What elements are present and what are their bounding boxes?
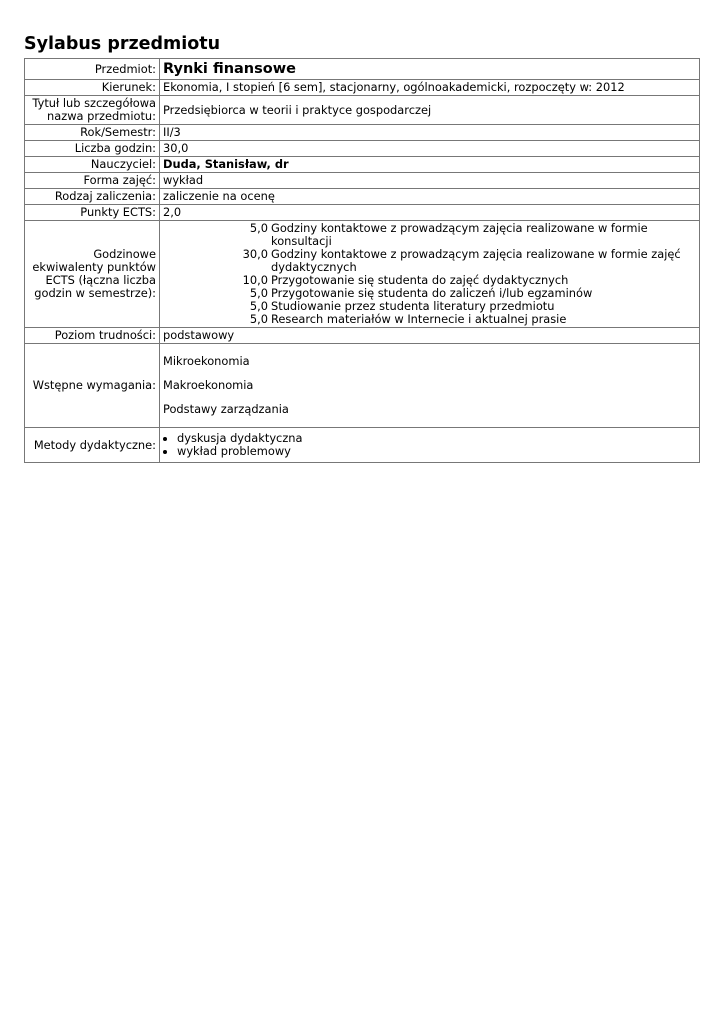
equivalents-desc: Research materiałów w Internecie i aktualnej prasie xyxy=(271,312,567,326)
row-equivalents xyxy=(25,221,700,328)
form-value: wykład xyxy=(160,173,700,189)
equivalents-hours: 30,0 xyxy=(242,247,268,261)
direction-label: Kierunek: xyxy=(25,80,160,96)
ects-label: Punkty ECTS: xyxy=(25,205,160,221)
equivalents-desc: Godziny kontaktowe z prowadzącym zajęcia realizowane w formie konsultacji xyxy=(271,221,648,248)
row-prerequisites xyxy=(25,344,700,428)
equivalents-label: Godzinowe ekwiwalenty punktów ECTS (łączna liczba godzin w semestrze): xyxy=(25,221,160,328)
prerequisite-item: Mikroekonomia xyxy=(163,354,250,368)
ects-value: 2,0 xyxy=(160,205,700,221)
methods-list xyxy=(163,432,696,458)
subject-value: Rynki finansowe xyxy=(160,59,700,80)
equivalents-desc: Przygotowanie się studenta do zaliczeń i/lub egzaminów xyxy=(271,286,593,300)
title-label: Tytuł lub szczegółowa nazwa przedmiotu: xyxy=(25,96,160,125)
assessment-value: zaliczenie na ocenę xyxy=(160,189,700,205)
row-title xyxy=(25,96,700,125)
direction-value: Ekonomia, I stopień [6 sem], stacjonarny, ogólnoakademicki, rozpoczęty w: 2012 xyxy=(160,80,700,96)
row-form xyxy=(25,173,700,189)
hours-label: Liczba godzin: xyxy=(25,141,160,157)
year-semester-value: II/3 xyxy=(160,125,700,141)
methods-value xyxy=(160,428,700,463)
equivalents-hours: 5,0 xyxy=(249,312,268,326)
hours-value: 30,0 xyxy=(160,141,700,157)
methods-label: Metody dydaktyczne: xyxy=(25,428,160,463)
row-assessment xyxy=(25,189,700,205)
row-ects xyxy=(25,205,700,221)
equivalents-value xyxy=(160,221,700,328)
row-hours xyxy=(25,141,700,157)
method-item: • wykład problemowy xyxy=(177,445,696,458)
equivalents-hours: 5,0 xyxy=(249,286,268,300)
row-difficulty xyxy=(25,328,700,344)
equivalents-desc: Studiowanie przez studenta literatury przedmiotu xyxy=(271,299,555,313)
equivalents-desc: Godziny kontaktowe z prowadzącym zajęcia realizowane w formie zajęć dydaktycznych xyxy=(271,247,681,274)
row-direction xyxy=(25,80,700,96)
subject-label: Przedmiot: xyxy=(25,59,160,80)
equivalents-hours: 10,0 xyxy=(242,273,268,287)
prerequisite-item: Podstawy zarządzania xyxy=(163,402,289,416)
row-subject xyxy=(25,59,700,80)
assessment-label: Rodzaj zaliczenia: xyxy=(25,189,160,205)
syllabus-table xyxy=(24,58,700,463)
equivalents-item xyxy=(163,222,696,248)
year-semester-label: Rok/Semestr: xyxy=(25,125,160,141)
equivalents-desc: Przygotowanie się studenta do zajęć dydaktycznych xyxy=(271,273,569,287)
equivalents-hours: 5,0 xyxy=(249,221,268,235)
row-teacher xyxy=(25,157,700,173)
difficulty-value: podstawowy xyxy=(160,328,700,344)
prerequisite-item: Makroekonomia xyxy=(163,378,254,392)
prerequisites-value xyxy=(160,344,700,428)
equivalents-item xyxy=(163,313,696,326)
teacher-value: Duda, Stanisław, dr xyxy=(160,157,700,173)
title-value: Przedsiębiorca w teorii i praktyce gospodarczej xyxy=(160,96,700,125)
teacher-label: Nauczyciel: xyxy=(25,157,160,173)
page-title: Sylabus przedmiotu xyxy=(24,34,221,54)
equivalents-hours: 5,0 xyxy=(249,299,268,313)
row-year-semester xyxy=(25,125,700,141)
equivalents-item xyxy=(163,248,696,274)
equivalents-list xyxy=(163,222,696,326)
method-item: • dyskusja dydaktyczna xyxy=(177,432,696,445)
prerequisites-label: Wstępne wymagania: xyxy=(25,344,160,428)
form-label: Forma zajęć: xyxy=(25,173,160,189)
row-methods xyxy=(25,428,700,463)
difficulty-label: Poziom trudności: xyxy=(25,328,160,344)
